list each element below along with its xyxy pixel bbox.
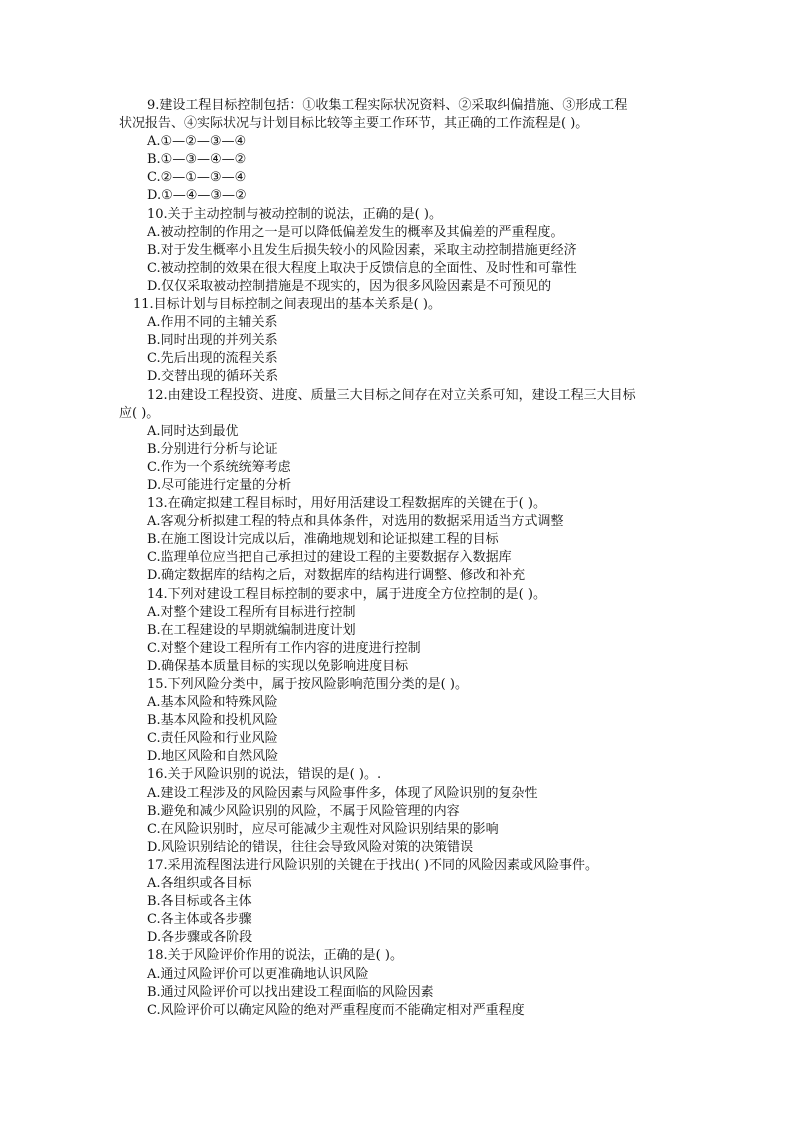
q17-stem: 17.采用流程图法进行风险识别的关键在于找出( )不同的风险因素或风险事件。 xyxy=(147,857,598,873)
q10-option-a: A.被动控制的作用之一是可以降低偏差发生的概率及其偏差的严重程度。 xyxy=(147,224,564,240)
q12-option-b: B.分别进行分析与论证 xyxy=(147,441,278,457)
q9-option-d: D.①—④—③—② xyxy=(147,188,247,204)
q11-option-d: D.交替出现的循环关系 xyxy=(147,369,279,385)
q12-stem-line2: 应( )。 xyxy=(119,405,160,421)
q13-option-a: A.客观分析拟建工程的特点和具体条件，对选用的数据采用适当方式调整 xyxy=(147,514,564,530)
q14-option-c: C.对整个建设工程所有工作内容的进度进行控制 xyxy=(147,640,421,656)
q15-option-d: D.地区风险和自然风险 xyxy=(147,749,279,765)
q10-option-b: B.对于发生概率小且发生后损失较小的风险因素，采取主动控制措施更经济 xyxy=(147,242,577,258)
question-text-block xyxy=(119,97,687,1020)
q17-option-b: B.各目标或各主体 xyxy=(147,894,252,910)
q9-option-a: A.①—②—③—④ xyxy=(147,134,247,150)
q13-option-d: D.确定数据库的结构之后，对数据库的结构进行调整、修改和补充 xyxy=(147,568,526,584)
q17-option-d: D.各步骤或各阶段 xyxy=(147,930,253,946)
q16-option-b: B.避免和减少风险识别的风险，不属于风险管理的内容 xyxy=(147,803,460,819)
q18-stem: 18.关于风险评价作用的说法，正确的是( )。 xyxy=(147,948,403,964)
q17-option-c: C.各主体或各步骤 xyxy=(147,912,252,928)
q15-option-b: B.基本风险和投机风险 xyxy=(147,713,278,729)
q16-option-a: A.建设工程涉及的风险因素与风险事件多，体现了风险识别的复杂性 xyxy=(147,785,538,801)
q11-option-b: B.同时出现的并列关系 xyxy=(147,333,278,349)
q16-option-d: D.风险识别结论的错误，往往会导致风险对策的决策错误 xyxy=(147,839,474,855)
q9-option-b: B.①—③—④—② xyxy=(147,152,247,168)
q9-stem-line1: 9.建设工程目标控制包括：①收集工程实际状况资料、②采取纠偏措施、③形成工程 xyxy=(147,98,628,113)
q9-stem-line2: 状况报告、④实际状况与计划目标比较等主要工作环节，其正确的工作流程是( )。 xyxy=(119,116,589,132)
q10-option-c: C.被动控制的效果在很大程度上取决于反馈信息的全面性、及时性和可靠性 xyxy=(147,260,577,276)
q17-option-a: A.各组织或各目标 xyxy=(147,876,252,892)
q13-stem: 13.在确定拟建工程目标时，用好用活建设工程数据库的关键在于( )。 xyxy=(147,496,546,512)
q16-stem: 16.关于风险识别的说法，错误的是( )。. xyxy=(147,767,382,783)
q14-option-d: D.确保基本质量目标的实现以免影响进度目标 xyxy=(147,658,409,674)
q12-option-d: D.尽可能进行定量的分析 xyxy=(147,477,292,493)
q13-option-c: C.监理单位应当把自己承担过的建设工程的主要数据存入数据库 xyxy=(147,550,512,566)
q10-option-d: D.仅仅采取被动控制措施是不现实的，因为很多风险因素是不可预见的 xyxy=(147,278,552,294)
q14-stem: 14.下列对建设工程目标控制的要求中，属于进度全方位控制的是( )。 xyxy=(147,586,546,602)
q18-option-a: A.通过风险评价可以更准确地认识风险 xyxy=(147,966,369,982)
q15-stem: 15.下列风险分类中，属于按风险影响范围分类的是( )。 xyxy=(147,677,468,692)
q13-option-b: B.在施工图设计完成以后，准确地规划和论证拟建工程的目标 xyxy=(147,532,499,548)
q12-stem-line1: 12.由建设工程投资、进度、质量三大目标之间存在对立关系可知，建设工程三大目标 xyxy=(147,387,636,403)
q16-option-c: C.在风险识别时，应尽可能减少主观性对风险识别结果的影响 xyxy=(147,821,499,837)
q10-stem: 10.关于主动控制与被动控制的说法，正确的是( )。 xyxy=(147,206,442,222)
q14-option-b: B.在工程建设的早期就编制进度计划 xyxy=(147,622,356,638)
q12-option-a: A.同时达到最优 xyxy=(147,423,239,439)
q12-option-c: C.作为一个系统统筹考虑 xyxy=(147,459,291,475)
q14-option-a: A.对整个建设工程所有目标进行控制 xyxy=(147,604,356,620)
q11-option-c: C.先后出现的流程关系 xyxy=(147,351,278,367)
q15-option-a: A.基本风险和特殊风险 xyxy=(147,695,278,711)
q9-option-c: C.②—①—③—④ xyxy=(147,170,247,186)
q15-option-c: C.责任风险和行业风险 xyxy=(147,731,278,747)
q11-stem: 11.目标计划与目标控制之间表现出的基本关系是( )。 xyxy=(133,297,441,313)
q18-option-b: B.通过风险评价可以找出建设工程面临的风险因素 xyxy=(147,984,434,1000)
q11-option-a: A.作用不同的主辅关系 xyxy=(147,315,278,331)
q18-option-c: C.风险评价可以确定风险的绝对严重程度而不能确定相对严重程度 xyxy=(147,1002,525,1018)
